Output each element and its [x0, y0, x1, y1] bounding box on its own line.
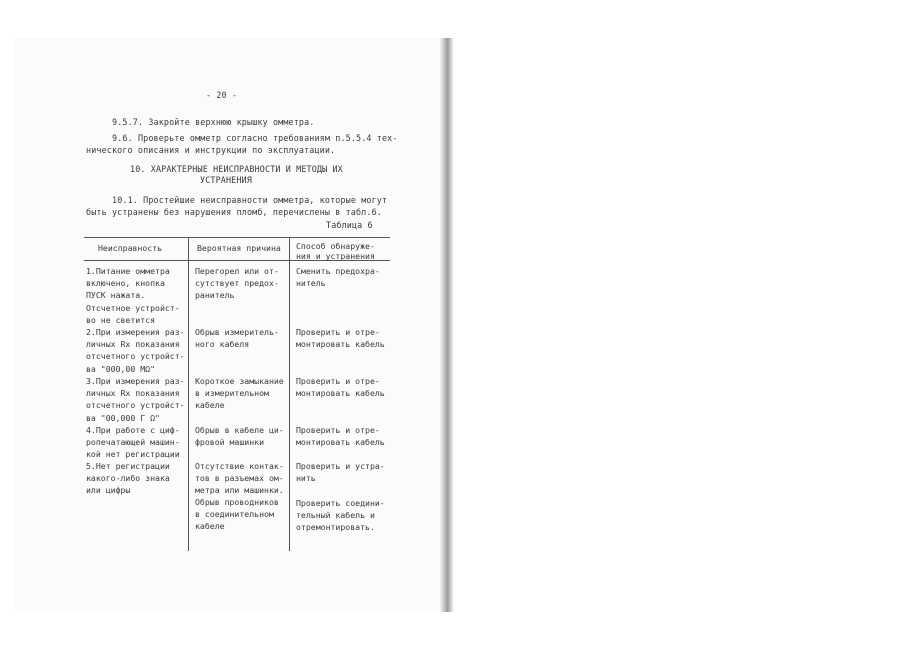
- column-header-remedy: Способ обнаруже- ния и устранения: [296, 241, 375, 261]
- table-column-divider: [188, 237, 189, 551]
- table-cell-fault: 3.При измерения раз- личных Rx показания отсчетного устройст- ва "00,000 Γ Ω": [86, 376, 185, 423]
- paragraph-10-1-line-2: быть устранены без нарушения пломб, перечислены в табл.6.: [86, 207, 382, 217]
- table-cell-fault: 4.При работе с циф- ропечатающей машин- кой нет регистрации: [86, 425, 180, 460]
- table-cell-remedy: Проверить соедини- тельный кабель и отремонтировать.: [296, 498, 385, 533]
- section-heading-line-2: УСТРАНЕНИЯ: [200, 175, 252, 185]
- column-header-fault: Неисправность: [98, 243, 163, 253]
- table-cell-fault: 1.Питание омметра включено, кнопка ПУСК нажата. Отсчетное устройст- во не светится: [86, 266, 180, 325]
- column-header-cause: Вероятная причина: [197, 243, 281, 253]
- table-cell-remedy: Проверить и отре- монтировать кабель: [296, 376, 385, 399]
- table-caption: Таблица 6: [326, 220, 373, 230]
- table-cell-cause: Отсутствие контак- тов в разъемах ом- метра или машинки.: [195, 461, 284, 496]
- paragraph-9-6-line-2: нического описания и инструкции по эксплуатации.: [86, 145, 336, 155]
- table-cell-cause: Обрыв проводников в соединительном кабеле: [195, 497, 279, 532]
- table-cell-fault: 5.Нет регистрации какого-либо знака или цифры: [86, 461, 170, 496]
- table-cell-cause: Обрыв в кабеле ци- фровой машинки: [195, 425, 284, 448]
- table-cell-cause: Перегорел или от- сутствует предох- ранитель: [195, 266, 279, 301]
- table-cell-remedy: Проверить и устра- нить: [296, 461, 385, 484]
- paragraph-9-5-7: 9.5.7. Закройте верхнюю крышку омметра.: [112, 117, 315, 127]
- table-column-divider: [289, 237, 290, 551]
- book-spine-shadow: [440, 38, 454, 612]
- faults-table: [84, 237, 390, 555]
- table-cell-remedy: Проверить и отре- монтировать кабель: [296, 425, 385, 448]
- table-cell-cause: Обрыв измеритель- ного кабеля: [195, 327, 279, 350]
- table-cell-fault: 2.При измерения раз- личных Rx показания отсчетного устройст- ва "000,00 МΩ": [86, 327, 185, 374]
- table-cell-cause: Короткое замыкание в измерительном кабеле: [195, 376, 284, 411]
- table-cell-remedy: Сменить предохра- нитель: [296, 266, 380, 289]
- paragraph-10-1-line-1: 10.1. Простейшие неисправности омметра, которые могут: [112, 195, 388, 205]
- paragraph-9-6-line-1: 9.6. Проверьте омметр согласно требованиям п.5.5.4 тех-: [112, 133, 398, 143]
- table-cell-remedy: Проверить и отре- монтировать кабель: [296, 327, 385, 350]
- section-heading-line-1: 10. ХАРАКТЕРНЫЕ НЕИСПРАВНОСТИ И МЕТОДЫ ИХ: [130, 164, 343, 174]
- page-number: - 20 -: [206, 90, 238, 100]
- table-top-rule: [84, 237, 390, 238]
